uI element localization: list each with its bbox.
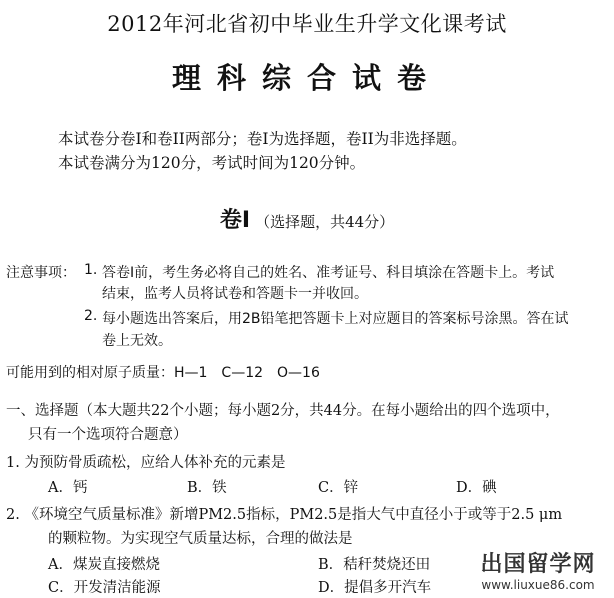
question-1-option-d: D．碘 (456, 480, 497, 496)
note-1-number: 1. (84, 262, 98, 278)
watermark-text: 出国留学网 (480, 552, 596, 577)
question-2-option-d: D．提倡多开汽车 (318, 580, 432, 596)
note-2-line-2: 卷上无效。 (102, 333, 172, 349)
section-heading (0, 203, 614, 234)
paper-title: 理科综合试卷 (171, 61, 442, 95)
intro-line-2: 本试卷满分为120分，考试时间为120分钟。 (58, 154, 366, 172)
section-title: 卷I (219, 208, 250, 233)
note-1-line-2: 结束，监考人员将试卷和答题卡一并收回。 (102, 286, 368, 302)
watermark-url: www.liuxue86.com (481, 578, 595, 592)
question-1-stem: 1. 为预防骨质疏松，应给人体补充的元素是 (6, 455, 286, 471)
note-2-number: 2. (84, 308, 98, 324)
question-2-option-c: C．开发清洁能源 (48, 580, 161, 596)
question-2-stem-line-2: 的颗粒物。为实现空气质量达标，合理的做法是 (48, 531, 353, 547)
question-1-option-a: A．钙 (48, 480, 88, 496)
exam-title: 2012年河北省初中毕业生升学文化课考试 (107, 12, 507, 36)
question-2-stem-line-1: 2. 《环境空气质量标准》新增PM2.5指标，PM2.5是指大气中直径小于或等于2.5 μm (6, 507, 563, 523)
part-one-heading-line-1: 一、选择题（本大题共22个小题；每小题2分，共44分。在每小题给出的四个选项中， (6, 403, 560, 419)
section-subtitle: （选择题，共44分） (255, 213, 395, 231)
intro-line-1: 本试卷分卷I和卷II两部分；卷I为选择题，卷II为非选择题。 (58, 130, 467, 148)
watermark (468, 547, 608, 592)
question-1-option-b: B．铁 (187, 480, 227, 496)
question-1-option-c: C．锌 (318, 480, 359, 496)
atomic-masses: 可能用到的相对原子质量：H—1 C—12 O—16 (6, 365, 320, 381)
part-one-heading-line-2: 只有一个选项符合题意） (28, 427, 188, 443)
notes-heading: 注意事项： (6, 265, 76, 281)
note-2-line-1: 每小题选出答案后，用2B铅笔把答题卡上对应题目的答案标号涂黑。答在试 (102, 311, 569, 327)
question-2-option-b: B．秸秆焚烧还田 (318, 557, 431, 573)
note-1-line-1: 答卷I前，考生务必将自己的姓名、准考证号、科目填涂在答题卡上。考试 (102, 265, 555, 281)
question-2-option-a: A．煤炭直接燃烧 (48, 557, 160, 573)
